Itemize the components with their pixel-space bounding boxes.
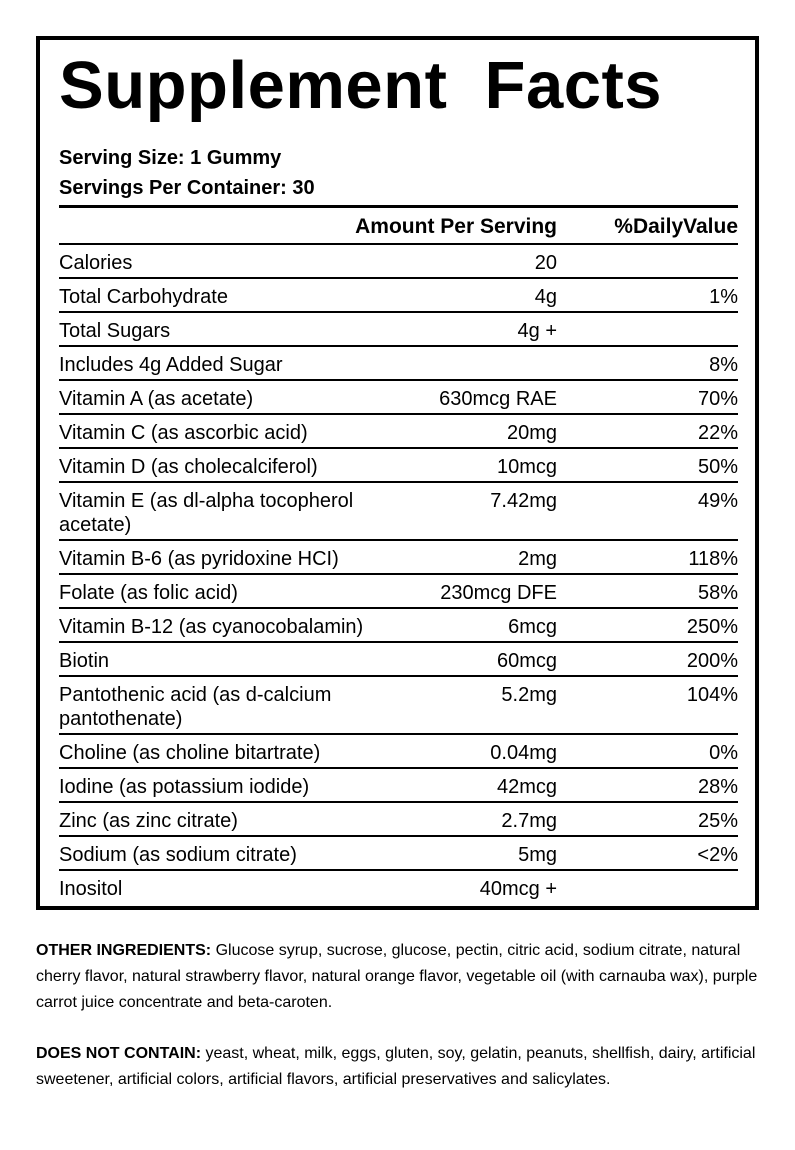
does-not-contain-label: DOES NOT CONTAIN: [36,1045,202,1062]
nutrient-amount: 4g [534,286,557,308]
nutrient-amount: 6mcg [508,616,557,638]
nutrient-daily-value: 104% [686,684,738,706]
nutrient-amount: 5mg [518,844,557,866]
nutrient-name: Calories [59,252,133,274]
nutrient-daily-value: 22% [697,422,738,444]
nutrient-table [59,243,738,905]
nutrient-daily-value: 70% [697,388,738,410]
nutrient-row [59,347,738,381]
nutrient-daily-value: 58% [697,582,738,604]
nutrient-row [59,803,738,837]
nutrient-name: Vitamin B-6 (as pyridoxine HCI) [59,548,339,570]
nutrient-daily-value: 8% [709,354,738,376]
nutrient-daily-value: 250% [686,616,738,638]
nutrient-row [59,837,738,871]
nutrient-amount: 10mcg [496,456,557,478]
header-divider [59,205,738,208]
nutrient-name: Vitamin D (as cholecalciferol) [59,456,318,478]
nutrient-row [59,415,738,449]
nutrient-row [59,313,738,347]
nutrient-name: Sodium (as sodium citrate) [59,844,297,866]
nutrient-name: Vitamin B-12 (as cyanocobalamin) [59,616,364,638]
nutrient-row [59,575,738,609]
other-ingredients-label: OTHER INGREDIENTS: [36,942,212,959]
nutrient-name: Vitamin C (as ascorbic acid) [59,422,308,444]
nutrient-amount: 2.7mg [501,810,557,832]
nutrient-row [59,871,738,905]
nutrient-amount: 0.04mg [490,742,557,764]
nutrient-name: Includes 4g Added Sugar [59,354,283,376]
nutrient-name: Pantothenic acid (as d-calcium pantothenate) [59,684,332,730]
daily-value-header: %DailyValue [614,215,738,238]
nutrient-amount: 20 [534,252,557,274]
nutrient-daily-value: 25% [697,810,738,832]
nutrient-name: Zinc (as zinc citrate) [59,810,238,832]
does-not-contain-text: yeast, wheat, milk, eggs, gluten, soy, gelatin, peanuts, shellfish, dairy, artificial sweetener, artificial colors, artificial flavors, artificial preservatives and salicylates. [36,1045,756,1088]
nutrient-amount: 2mg [518,548,557,570]
nutrient-row [59,609,738,643]
nutrient-amount: 5.2mg [501,684,557,706]
nutrient-name: Biotin [59,650,110,672]
nutrient-row [59,381,738,415]
nutrient-name: Folate (as folic acid) [59,582,238,604]
nutrient-daily-value: 118% [688,548,738,570]
nutrient-name: Vitamin E (as dl-alpha tocopherol acetate) [59,490,354,536]
servings-per-container: Servings Per Container: 30 [59,177,315,199]
nutrient-daily-value: <2% [697,844,738,866]
nutrient-amount: 60mcg [496,650,557,672]
nutrient-row [59,449,738,483]
supplement-facts-panel [36,36,759,910]
nutrient-amount: 7.42mg [490,490,557,512]
nutrient-amount: 42mcg [496,776,557,798]
does-not-contain [36,1041,766,1093]
nutrient-row [59,735,738,769]
nutrient-amount: 630mcg RAE [439,388,557,410]
nutrient-name: Total Carbohydrate [59,286,228,308]
nutrient-daily-value: 49% [697,490,738,512]
serving-size: Serving Size: 1 Gummy [59,147,282,169]
nutrient-name: Iodine (as potassium iodide) [59,776,310,798]
other-ingredients-text: Glucose syrup, sucrose, glucose, pectin, citric acid, sodium citrate, natural cherry flavor, natural strawberry flavor, natural orange flavor, vegetable oil (with carnauba wax), purple carrot juice concentrate and beta-caroten. [36,942,758,1011]
nutrient-name: Choline (as choline bitartrate) [59,742,321,764]
nutrient-row [59,541,738,575]
panel-title: Supplement Facts [59,48,663,123]
nutrient-amount: 230mcg DFE [440,582,557,604]
nutrient-name: Total Sugars [59,320,171,342]
nutrient-row [59,769,738,803]
nutrient-name: Vitamin A (as acetate) [59,388,254,410]
nutrient-daily-value: 1% [709,286,738,308]
amount-per-serving-header: Amount Per Serving [355,215,557,238]
nutrient-row [59,643,738,677]
nutrient-row [59,677,738,735]
nutrient-daily-value: 50% [697,456,738,478]
nutrient-daily-value: 0% [709,742,738,764]
nutrient-row [59,245,738,279]
nutrient-row [59,279,738,313]
nutrient-amount: 4g + [517,320,557,342]
nutrient-row [59,483,738,541]
nutrient-daily-value: 200% [686,650,738,672]
nutrient-name: Inositol [59,878,123,900]
nutrient-amount: 20mg [506,422,557,444]
nutrient-amount: 40mcg + [479,878,557,900]
other-ingredients [36,938,766,1016]
nutrient-daily-value: 28% [697,776,738,798]
